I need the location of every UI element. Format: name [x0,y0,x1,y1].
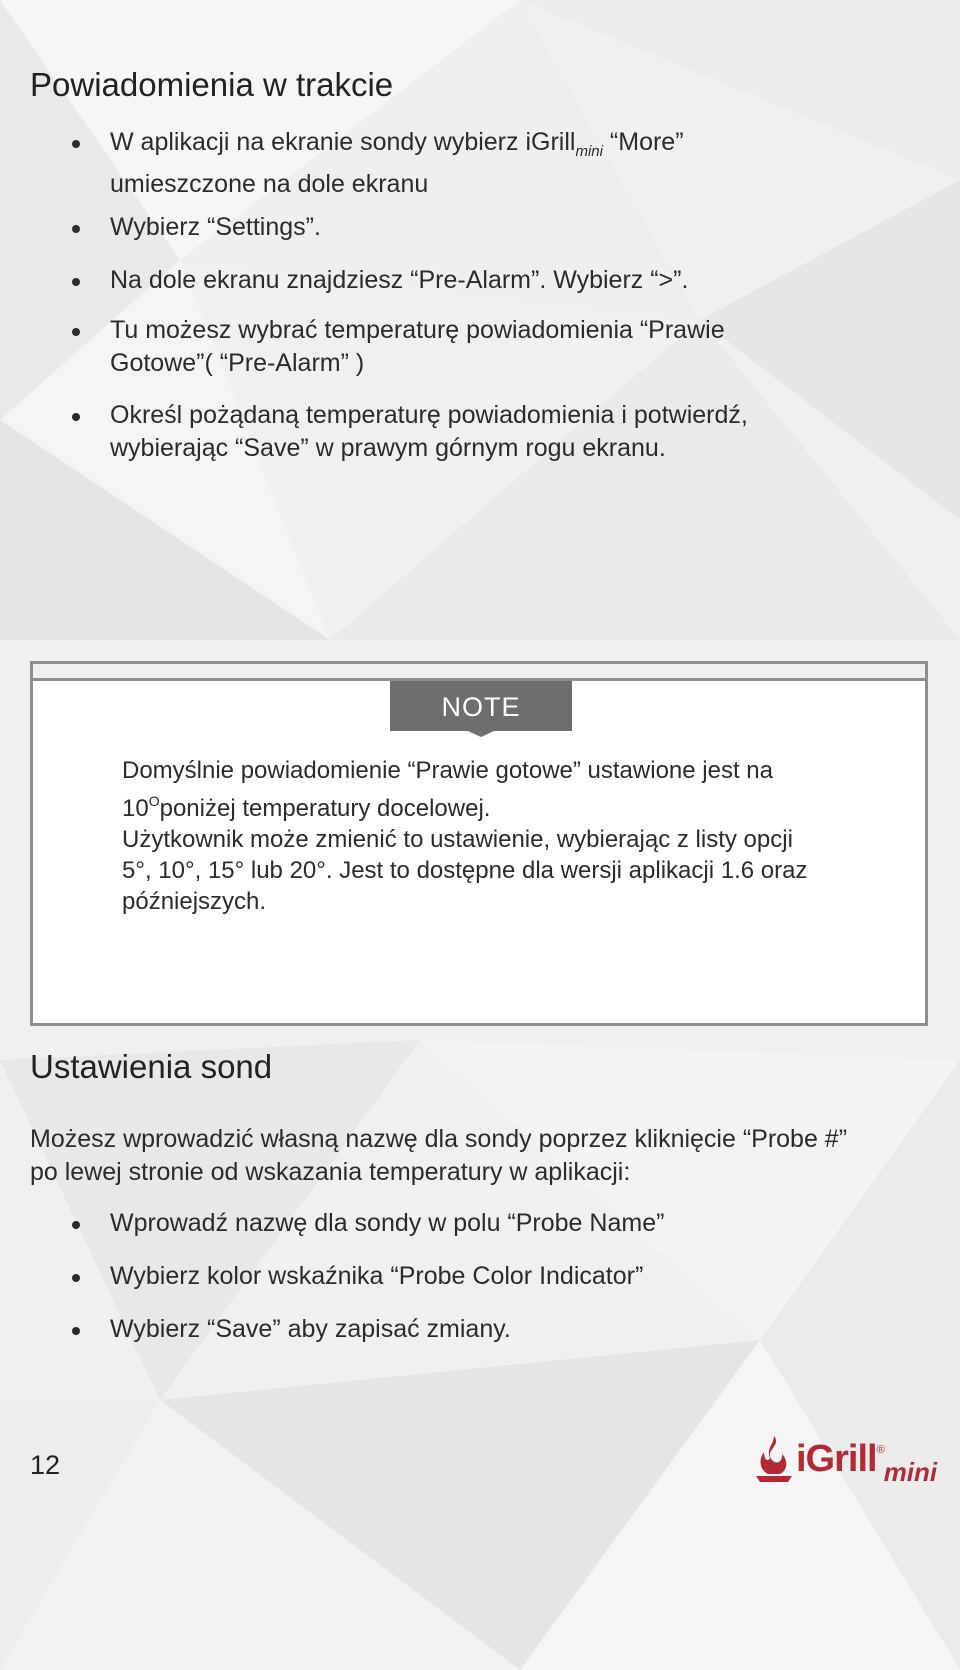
bullet-icon [72,225,80,233]
probe-intro: Możesz wprowadzić własną nazwę dla sondy poprzez kliknięcie “Probe #” po lewej stronie od wskazania temperatury w aplikacji: [30,1125,848,1186]
note-line: Domyślnie powiadomienie “Prawie gotowe” ustawione jest na [122,757,773,784]
section-title-probe-settings: Ustawienia sond [30,1048,273,1085]
note-tab [390,681,572,737]
note-line: Użytkownik może zmienić to ustawienie, wybierając z listy opcji [122,826,793,853]
section-title-alerts: Powiadomienia w trakcie [30,66,394,103]
list-item: Wybierz “Save” aby zapisać zmiany. [110,1313,910,1346]
note-label: NOTE [441,692,521,722]
bullet-icon [72,328,80,336]
bullet-icon [72,413,80,421]
note-text [122,755,902,917]
page-number: 12 [30,1450,61,1480]
note-line: $10^Oponiżej$ temperatury docelowej. [122,793,491,822]
flame-icon [752,1432,796,1488]
bullet-icon [72,1221,80,1229]
note-line: 5°, 10°, 15° lub 20°. Jest to dostępne dla wersji aplikacji 1.6 oraz [122,857,808,884]
bullet-icon [72,1274,80,1282]
list-item: Wybierz “Settings”. [110,211,910,244]
list-item: Na dole ekranu znajdziesz “Pre-Alarm”. Wybierz “>”. [110,264,910,297]
bullet-icon [72,140,80,148]
list-item: Wybierz kolor wskaźnika “Probe Color Indicator” [110,1260,910,1293]
igrill-mini-logo [752,1432,938,1488]
logo-text: iGrill®$_{mini}$ [796,1438,938,1487]
list-item: Wprowadź nazwę dla sondy w polu “Probe Name” [110,1207,910,1240]
list-item: Tu możesz wybrać temperaturę powiadomienia “Prawie Gotowe”( “Pre-Alarm” ) [110,314,910,380]
list-item: W aplikacji na ekranie sondy wybierz iGrill$_{mini}$ “More” umieszczone na dole ekranu [110,126,910,201]
bullet-icon [72,278,80,286]
note-line: późniejszych. [122,888,267,915]
bullet-icon [72,1327,80,1335]
list-item: Określ pożądaną temperaturę powiadomienia i potwierdź, wybierając “Save” w prawym górnym rogu ekranu. [110,399,910,465]
